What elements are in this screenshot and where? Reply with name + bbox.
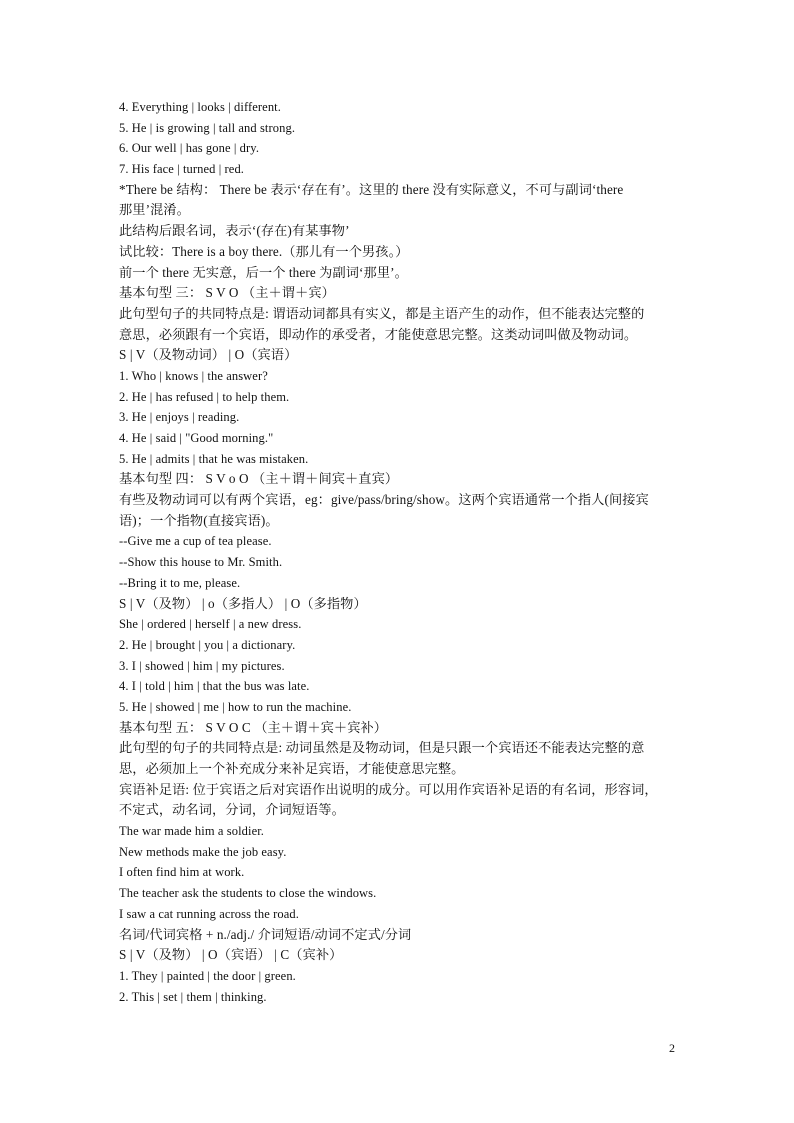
example-line: New methods make the job easy. xyxy=(119,844,287,859)
example-line: She | ordered | herself | a new dress. xyxy=(119,617,302,632)
example-line: 2. He | brought | you | a dictionary. xyxy=(119,637,296,652)
text-line: 那里’混淆。 xyxy=(119,202,190,218)
pattern-line: S | V（及物动词） | O（宾语） xyxy=(119,347,298,363)
text-line: 思，必须加上一个补充成分来补足宾语，才能使意思完整。 xyxy=(119,761,465,776)
pattern-line: S | V（及物） | O（宾语） | C（宾补） xyxy=(119,947,343,963)
example-line: 1. Who | knows | the answer? xyxy=(119,368,268,383)
text-line: 意思，必须跟有一个宾语，即动作的承受者，才能使意思完整。这类动词叫做及物动词。 xyxy=(119,326,638,342)
example-line: 3. He | enjoys | reading. xyxy=(119,410,240,425)
text-line: 试比较：There is a boy there.（那儿有一个男孩。） xyxy=(119,243,409,259)
text-line: 名词/代词宾格 + n./adj./ 介词短语/动词不定式/分词 xyxy=(119,926,412,942)
text-line: 前一个 there 无实意，后一个 there 为副词‘那里’。 xyxy=(119,264,408,280)
section-heading: 基本句型 五： S V O C （主＋谓＋宾＋宾补） xyxy=(119,719,388,735)
example-line: The teacher ask the students to close the windows. xyxy=(119,886,377,901)
example-line: 5. He | showed | me | how to run the machine. xyxy=(119,699,352,714)
text-line: 此句型的句子的共同特点是: 动词虽然是及物动词，但是只跟一个宾语还不能表达完整的意 xyxy=(119,740,645,756)
text-line: 5. He | is growing | tall and strong. xyxy=(119,120,296,135)
text-line: 此句型句子的共同特点是: 谓语动词都具有实义，都是主语产生的动作，但不能表达完整的 xyxy=(119,305,645,321)
example-line: 2. This | set | them | thinking. xyxy=(119,989,267,1004)
example-line: 4. I | told | him | that the bus was late. xyxy=(119,679,310,694)
pattern-line: S | V（及物） | o（多指人） | O（多指物） xyxy=(119,595,367,611)
example-line: I saw a cat running across the road. xyxy=(119,906,299,921)
text-line: 有些及物动词可以有两个宾语，eg：give/pass/bring/show。这两个宾语通常一个指人(间接宾 xyxy=(119,492,649,508)
example-line: I often find him at work. xyxy=(119,865,245,880)
text-line: *There be 结构： There be 表示‘存在有’。这里的 there 没有实际意义，不可与副词‘there xyxy=(119,181,624,197)
text-line: 不定式，动名词，分词，介词短语等。 xyxy=(119,802,345,818)
example-line: 4. He | said | "Good morning." xyxy=(119,431,274,445)
text-line: 语)；一个指物(直接宾语)。 xyxy=(119,512,279,528)
example-line: --Bring it to me, please. xyxy=(119,575,241,590)
example-line: 5. He | admits | that he was mistaken. xyxy=(119,451,309,466)
section-heading: 基本句型 三： S V O （主＋谓＋宾） xyxy=(119,285,335,301)
example-line: 3. I | showed | him | my pictures. xyxy=(119,658,285,673)
text-line: 7. His face | turned | red. xyxy=(119,162,245,177)
example-line: 1. They | painted | the door | green. xyxy=(119,968,296,983)
example-line: --Give me a cup of tea please. xyxy=(119,534,272,549)
page-number: 2 xyxy=(669,1041,675,1055)
text-line: 4. Everything | looks | different. xyxy=(119,100,281,114)
example-line: --Show this house to Mr. Smith. xyxy=(119,555,283,570)
page-body xyxy=(119,97,689,1007)
example-line: The war made him a soldier. xyxy=(119,824,265,839)
text-line: 宾语补足语: 位于宾语之后对宾语作出说明的成分。可以用作宾语补足语的有名词，形容词， xyxy=(119,781,658,797)
text-line: 此结构后跟名词，表示‘(存在)有某事物’ xyxy=(119,223,350,239)
example-line: 2. He | has refused | to help them. xyxy=(119,389,290,404)
text-line: 6. Our well | has gone | dry. xyxy=(119,141,260,156)
section-heading: 基本句型 四： S V o O （主＋谓＋间宾＋直宾） xyxy=(119,471,399,487)
